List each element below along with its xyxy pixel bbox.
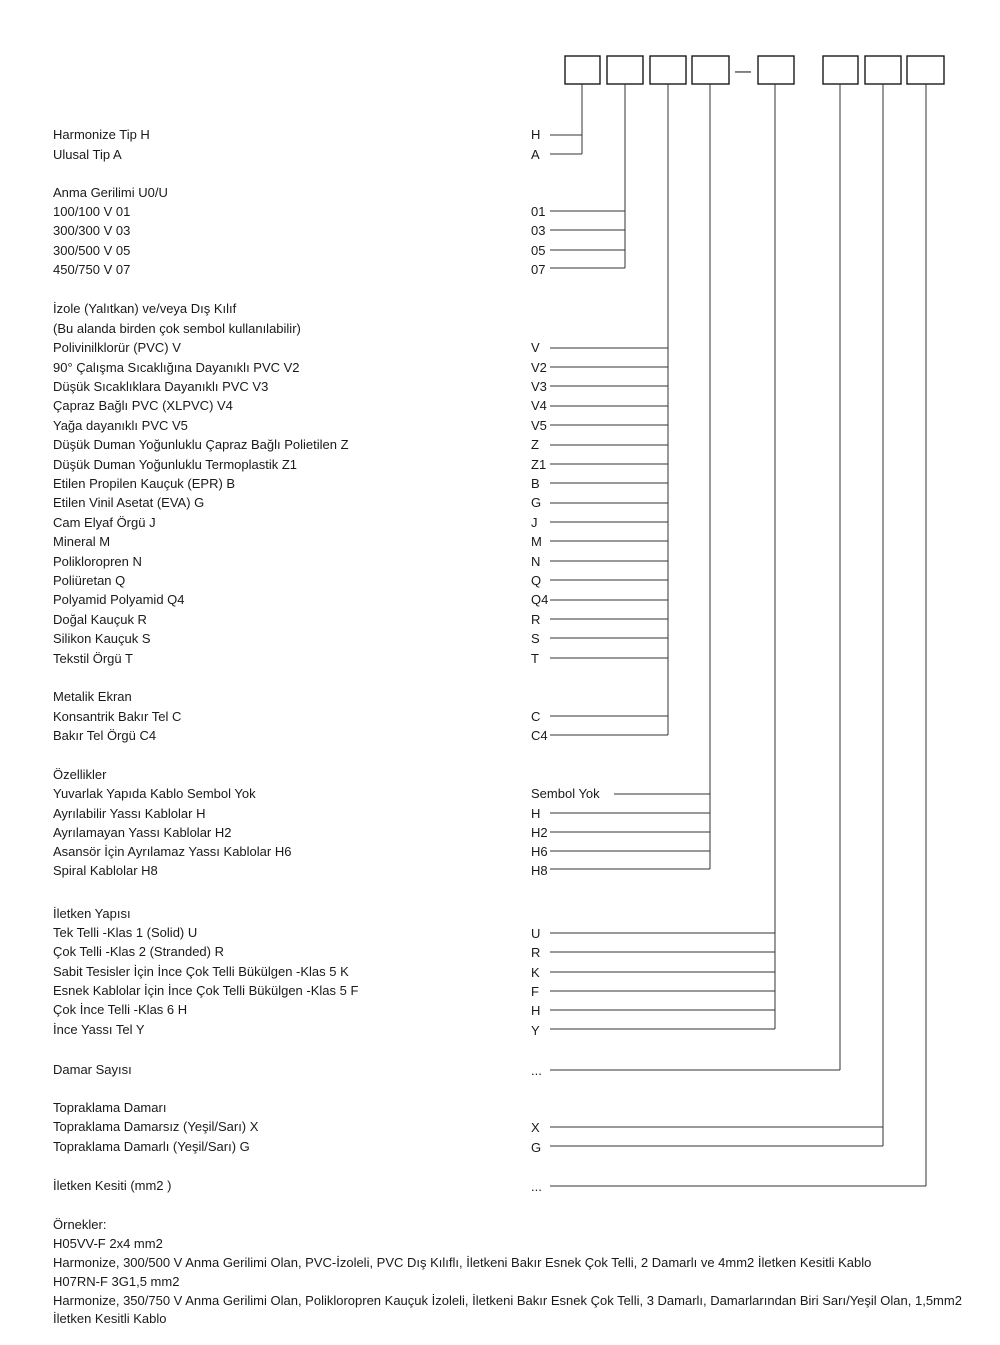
item-code: B [531,476,540,491]
item-code: H [531,806,541,821]
item-code: S [531,631,540,646]
item-code: V5 [531,418,547,433]
item-code: Z [531,437,539,452]
item-label: Ulusal Tip A [53,147,122,162]
item-code: K [531,965,540,980]
item-label: 300/300 V 03 [53,223,131,238]
item-code: H [531,1003,541,1018]
item-label: Asansör İçin Ayrılamaz Yassı Kablolar H6 [53,844,292,859]
item-code: 03 [531,223,546,238]
item-label: 450/750 V 07 [53,262,131,277]
item-code: C4 [531,728,548,743]
item-label: Silikon Kauçuk S [53,631,151,646]
item-code: G [531,1140,542,1155]
item-label: Çapraz Bağlı PVC (XLPVC) V4 [53,398,233,413]
item-label: Düşük Duman Yoğunluklu Çapraz Bağlı Polietilen Z [53,437,349,452]
group-heading: Özellikler [53,767,107,782]
item-code: H2 [531,825,548,840]
group-heading: Anma Gerilimi U0/U [53,185,168,200]
code-box-section [907,56,944,84]
item-label: Mineral M [53,534,111,549]
item-label: Poliüretan Q [53,573,126,588]
item-label: Etilen Propilen Kauçuk (EPR) B [53,476,236,491]
code-box-earth [865,56,901,84]
example-code: H05VV-F 2x4 mm2 [53,1236,163,1251]
item-code: J [531,515,538,530]
item-code: R [531,945,541,960]
item-code: Sembol Yok [531,786,600,801]
item-code: Z1 [531,457,547,472]
item-label: Topraklama Damarsız (Yeşil/Sarı) X [53,1119,259,1134]
example-description: Harmonize, 350/750 V Anma Gerilimi Olan, Polikloropren Kauçuk İzoleli, İletkeni Bakır Esnek Çok Telli, 3 Damarlı, Damarlarından Biri Sarı/Yeşil Olan, 1,5mm2 İletken Kesitli Kablo [53,1293,962,1326]
item-label: Spiral Kablolar H8 [53,863,158,878]
item-label: İletken Kesiti (mm2 ) [53,1178,172,1193]
item-label: 90° Çalışma Sıcaklığına Dayanıklı PVC V2 [53,360,300,375]
item-code: N [531,554,541,569]
code-box-type [565,56,600,84]
examples-title: Örnekler: [53,1217,107,1232]
item-code: 05 [531,243,546,258]
item-code: H [531,127,541,142]
code-box-cores [823,56,858,84]
labels-layer [53,127,926,1194]
item-label: Etilen Vinil Asetat (EVA) G [53,495,205,510]
item-label: 100/100 V 01 [53,204,131,219]
item-code: H6 [531,844,548,859]
item-label: Topraklama Damarlı (Yeşil/Sarı) G [53,1139,250,1154]
code-box-insulation [650,56,686,84]
example-description: Harmonize, 300/500 V Anma Gerilimi Olan, PVC-İzoleli, PVC Dış Kılıflı, İletkeni Bakır Esnek Çok Telli, 2 Damarlı ve 4mm2 İletken Kesitli Kablo [53,1255,872,1270]
item-label: Polikloropren N [53,554,142,569]
item-code: V4 [531,398,547,413]
group-subheading: (Bu alanda birden çok sembol kullanılabilir) [53,321,301,336]
item-label: Düşük Sıcaklıklara Dayanıklı PVC V3 [53,379,269,394]
item-code: F [531,984,539,999]
item-label: Bakır Tel Örgü C4 [53,728,157,743]
item-code: 01 [531,204,546,219]
connector-lines [582,84,926,1186]
item-code: U [531,926,541,941]
item-code: H8 [531,863,548,878]
group-heading: Metalik Ekran [53,689,132,704]
code-box-voltage-1 [607,56,643,84]
example-code: H07RN-F 3G1,5 mm2 [53,1274,180,1289]
item-label: 300/500 V 05 [53,243,131,258]
item-label: Harmonize Tip H [53,127,150,142]
item-code: 07 [531,262,546,277]
code-box-features [692,56,729,84]
item-label: Polyamid Polyamid Q4 [53,592,185,607]
item-code: V3 [531,379,547,394]
item-code: T [531,651,539,666]
item-label: Polivinilklorür (PVC) V [53,340,181,355]
item-code: C [531,709,541,724]
item-label: Konsantrik Bakır Tel C [53,709,182,724]
item-code: X [531,1120,540,1135]
item-label: Doğal Kauçuk R [53,612,147,627]
item-label: Çok Telli -Klas 2 (Stranded) R [53,944,224,959]
item-code: G [531,495,542,510]
code-box-conductor [758,56,794,84]
item-code: Q [531,573,542,588]
group-heading: İzole (Yalıtkan) ve/veya Dış Kılıf [53,301,237,316]
item-code: Q4 [531,592,549,607]
item-label: Ayrılabilir Yassı Kablolar H [53,806,206,821]
item-code: R [531,612,541,627]
item-label: Yuvarlak Yapıda Kablo Sembol Yok [53,786,256,801]
item-code: V [531,340,540,355]
code-boxes [565,56,944,84]
item-label: Tek Telli -Klas 1 (Solid) U [53,925,198,940]
item-label: Ayrılamayan Yassı Kablolar H2 [53,825,232,840]
item-label: Esnek Kablolar İçin İnce Çok Telli Bükülgen -Klas 5 F [53,983,359,998]
item-label: Sabit Tesisler İçin İnce Çok Telli Bükülgen -Klas 5 K [53,964,349,979]
item-label: Yağa dayanıklı PVC V5 [53,418,188,433]
item-label: Düşük Duman Yoğunluklu Termoplastik Z1 [53,457,298,472]
item-label: İnce Yassı Tel Y [53,1022,145,1037]
item-code: Y [531,1023,540,1038]
item-code: M [531,534,542,549]
item-label: Damar Sayısı [53,1062,132,1077]
item-label: Cam Elyaf Örgü J [53,515,156,530]
item-code: V2 [531,360,547,375]
item-label: Tekstil Örgü T [53,651,133,666]
code-box-separator: — [735,63,751,80]
item-code: ... [531,1179,542,1194]
item-code: ... [531,1063,542,1078]
item-label: Çok İnce Telli -Klas 6 H [53,1002,188,1017]
group-heading: İletken Yapısı [53,906,131,921]
group-heading: Topraklama Damarı [53,1100,167,1115]
item-code: A [531,147,540,162]
